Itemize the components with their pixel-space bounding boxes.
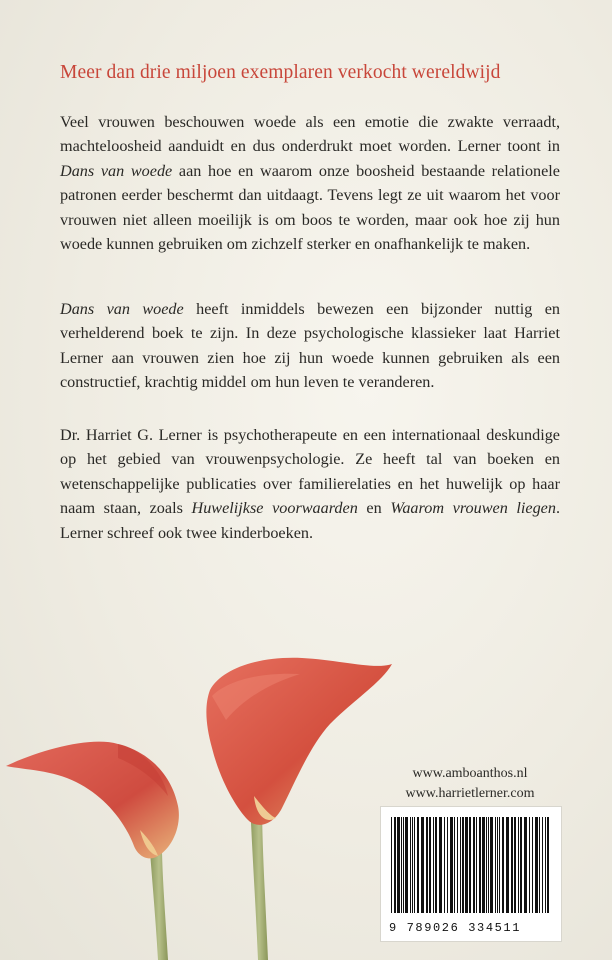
text: Veel vrouwen beschouwen woede als een emotie die zwakte verraadt, machteloosheid aanduidt en dus onderdrukt moet worden. Lerner toont in (60, 113, 560, 156)
barcode-bar (545, 817, 546, 913)
barcode-bar (495, 817, 496, 913)
barcode-bar (444, 817, 445, 913)
barcode-bar (488, 817, 489, 913)
barcode-bar (476, 817, 477, 913)
barcode-bar (433, 817, 434, 913)
barcode-bar (454, 817, 455, 913)
barcode-bar (506, 817, 509, 913)
barcode-bar (435, 817, 437, 913)
barcode-bar (421, 817, 424, 913)
barcode-bar (497, 817, 498, 913)
barcode-bar (391, 817, 392, 913)
barcode-bar (414, 817, 415, 913)
barcode-bar (394, 817, 396, 913)
barcode-bar (473, 817, 475, 913)
barcode-bar (405, 817, 408, 913)
book-title: Dans van woede (60, 161, 173, 180)
barcode-bar (426, 817, 428, 913)
text: aan hoe en waarom onze boosheid bestaande relationele patronen eerder beschermt dan uitdaagt. Tevens legt ze uit waarom het voor vrouwen niet alleen moeilijk is om boos te worden, maar ook hoe zij hun woede kunnen gebruiken om zichzelf sterker en onafhankelijk te maken. (60, 161, 560, 254)
barcode-bar (502, 817, 504, 913)
text: . Lerner schreef ook twee kinderboeken. (60, 499, 561, 542)
text: en (357, 499, 391, 518)
barcode-bar (542, 817, 543, 913)
barcode-bar (460, 817, 461, 913)
barcode-bar (532, 817, 533, 913)
barcode-bar (439, 817, 442, 913)
barcode-bar (524, 817, 527, 913)
publisher-urls (385, 764, 555, 804)
left-flower (6, 742, 179, 859)
barcode-bar (412, 817, 413, 913)
tagline: Meer dan drie miljoen exemplaren verkocht wereldwijd (60, 62, 501, 83)
author-bio-paragraph (60, 423, 560, 545)
barcode-bars (389, 817, 553, 913)
barcode-bar (486, 817, 487, 913)
isbn-number: 9 789026 334511 (389, 921, 522, 935)
url-link[interactable]: www.amboanthos.nl (412, 766, 528, 781)
url-link[interactable]: www.harrietlerner.com (405, 786, 535, 801)
text: heeft inmiddels bewezen een bijzonder nuttig en verhelderend boek te zijn. In deze psychologische klassieker laat Harriet Lerner aan vrouwen zien hoe zij hun woede kunnen gebruiken als een constructief, krachtig middel om hun leven te veranderen. (60, 300, 561, 392)
text: Dr. Harriet G. Lerner is psychotherapeute en een internationaal deskundige op het gebied van vrouwenpsychologie. Ze heeft tal van boeken en wetenschappelijke publicaties over familierelaties en het huwelijk op haar naam staan, zoals (60, 426, 560, 518)
barcode (380, 806, 562, 942)
barcode-bar (518, 817, 519, 913)
barcode-bar (457, 817, 458, 913)
book-title: Huwelijkse voorwaarden (191, 499, 358, 518)
barcode-bar (469, 817, 471, 913)
barcode-bar (397, 817, 400, 913)
barcode-bar (417, 817, 419, 913)
review-paragraph (60, 297, 560, 395)
book-title: Waarom vrouwen liegen (390, 499, 556, 518)
barcode-bar (482, 817, 485, 913)
barcode-bar (490, 817, 493, 913)
barcode-bar (401, 817, 402, 913)
barcode-bar (547, 817, 549, 913)
barcode-bar (514, 817, 516, 913)
barcode-bar (465, 817, 468, 913)
barcode-bar (529, 817, 530, 913)
book-title: Dans van woede (60, 300, 184, 318)
barcode-bar (539, 817, 540, 913)
barcode-bar (499, 817, 500, 913)
barcode-bar (462, 817, 464, 913)
barcode-bar (520, 817, 522, 913)
barcode-bar (535, 817, 538, 913)
stem (150, 852, 168, 960)
description-paragraph (60, 110, 560, 256)
barcode-bar (511, 817, 513, 913)
barcode-bar (450, 817, 453, 913)
barcode-bar (403, 817, 404, 913)
barcode-bar (410, 817, 411, 913)
barcode-bar (429, 817, 431, 913)
barcode-bar (479, 817, 481, 913)
barcode-bar (447, 817, 448, 913)
